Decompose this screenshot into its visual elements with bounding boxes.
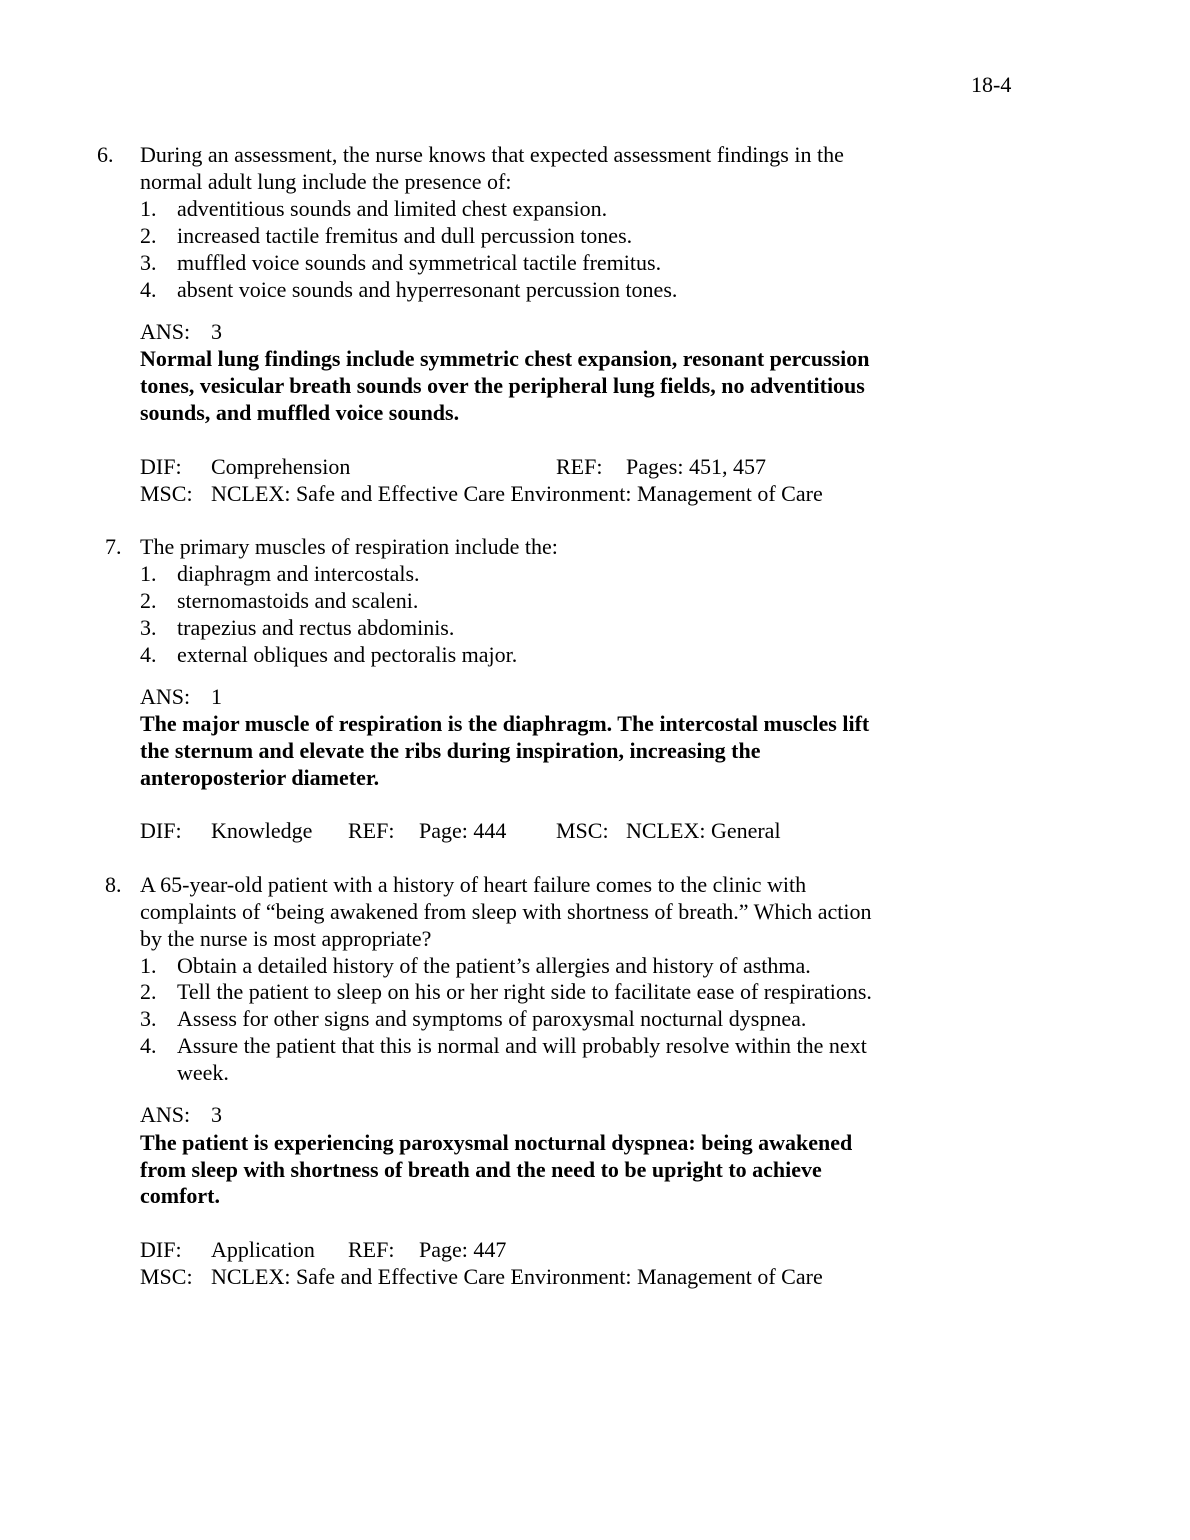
option-number: 1. (140, 953, 157, 978)
option-text: external obliques and pectoralis major. (177, 642, 518, 667)
rationale-line: The patient is experiencing paroxysmal nocturnal dyspnea: being awakened (140, 1130, 853, 1155)
option-number: 1. (140, 561, 157, 586)
option-number: 1. (140, 196, 157, 221)
rationale-line: anteroposterior diameter. (140, 765, 380, 790)
msc-label: MSC: (556, 818, 609, 843)
option-number: 4. (140, 642, 157, 667)
dif-label: DIF: (140, 454, 182, 479)
ref-value: Pages: 451, 457 (626, 454, 766, 479)
answer-label: ANS: (140, 1102, 191, 1127)
rationale-line: The major muscle of respiration is the diaphragm. The intercostal muscles lift (140, 711, 870, 736)
option-text: muffled voice sounds and symmetrical tactile fremitus. (177, 250, 662, 275)
dif-label: DIF: (140, 818, 182, 843)
question-stem-line: During an assessment, the nurse knows that expected assessment findings in the (140, 142, 844, 167)
msc-value: NCLEX: Safe and Effective Care Environment: Management of Care (211, 481, 823, 506)
option-text: sternomastoids and scaleni. (177, 588, 419, 613)
question-stem-line: normal adult lung include the presence of: (140, 169, 512, 194)
msc-value: NCLEX: General (626, 818, 781, 843)
rationale-line: sounds, and muffled voice sounds. (140, 400, 460, 425)
ref-value: Page: 444 (419, 818, 507, 843)
option-text: Tell the patient to sleep on his or her right side to facilitate ease of respirations. (177, 979, 872, 1004)
option-text: increased tactile fremitus and dull percussion tones. (177, 223, 633, 248)
dif-value: Knowledge (211, 818, 313, 843)
page-number: 18-4 (971, 72, 1012, 97)
question-stem-line: by the nurse is most appropriate? (140, 926, 432, 951)
option-number: 2. (140, 223, 157, 248)
answer-value: 1 (211, 684, 222, 709)
rationale-line: tones, vesicular breath sounds over the peripheral lung fields, no adventitious (140, 373, 865, 398)
dif-value: Application (211, 1237, 315, 1262)
option-text: Assess for other signs and symptoms of paroxysmal nocturnal dyspnea. (177, 1006, 807, 1031)
question-stem-line: The primary muscles of respiration include the: (140, 534, 558, 559)
option-number: 4. (140, 1033, 157, 1058)
rationale-line: comfort. (140, 1183, 221, 1208)
rationale-line: the sternum and elevate the ribs during inspiration, increasing the (140, 738, 761, 763)
question-number: 7. (105, 534, 122, 559)
option-number: 2. (140, 588, 157, 613)
option-text: absent voice sounds and hyperresonant percussion tones. (177, 277, 678, 302)
question-number: 8. (105, 872, 122, 897)
option-text: diaphragm and intercostals. (177, 561, 420, 586)
dif-value: Comprehension (211, 454, 351, 479)
option-number: 3. (140, 250, 157, 275)
answer-value: 3 (211, 1102, 222, 1127)
answer-label: ANS: (140, 319, 191, 344)
option-text: trapezius and rectus abdominis. (177, 615, 455, 640)
question-number: 6. (97, 142, 114, 167)
option-number: 2. (140, 979, 157, 1004)
option-text: Obtain a detailed history of the patient’s allergies and history of asthma. (177, 953, 811, 978)
option-number: 3. (140, 615, 157, 640)
msc-value: NCLEX: Safe and Effective Care Environment: Management of Care (211, 1264, 823, 1289)
answer-value: 3 (211, 319, 222, 344)
ref-label: REF: (348, 1237, 395, 1262)
dif-label: DIF: (140, 1237, 182, 1262)
option-number: 3. (140, 1006, 157, 1031)
question-stem-line: A 65-year-old patient with a history of heart failure comes to the clinic with (140, 872, 807, 897)
ref-label: REF: (348, 818, 395, 843)
rationale-line: from sleep with shortness of breath and the need to be upright to achieve (140, 1157, 822, 1182)
msc-label: MSC: (140, 481, 193, 506)
ref-label: REF: (556, 454, 603, 479)
option-number: 4. (140, 277, 157, 302)
option-text: adventitious sounds and limited chest expansion. (177, 196, 608, 221)
msc-label: MSC: (140, 1264, 193, 1289)
question-stem-line: complaints of “being awakened from sleep with shortness of breath.” Which action (140, 899, 872, 924)
ref-value: Page: 447 (419, 1237, 507, 1262)
option-text: Assure the patient that this is normal and will probably resolve within the next (177, 1033, 867, 1058)
option-text-continuation: week. (177, 1060, 229, 1085)
answer-label: ANS: (140, 684, 191, 709)
rationale-line: Normal lung findings include symmetric chest expansion, resonant percussion (140, 346, 870, 371)
